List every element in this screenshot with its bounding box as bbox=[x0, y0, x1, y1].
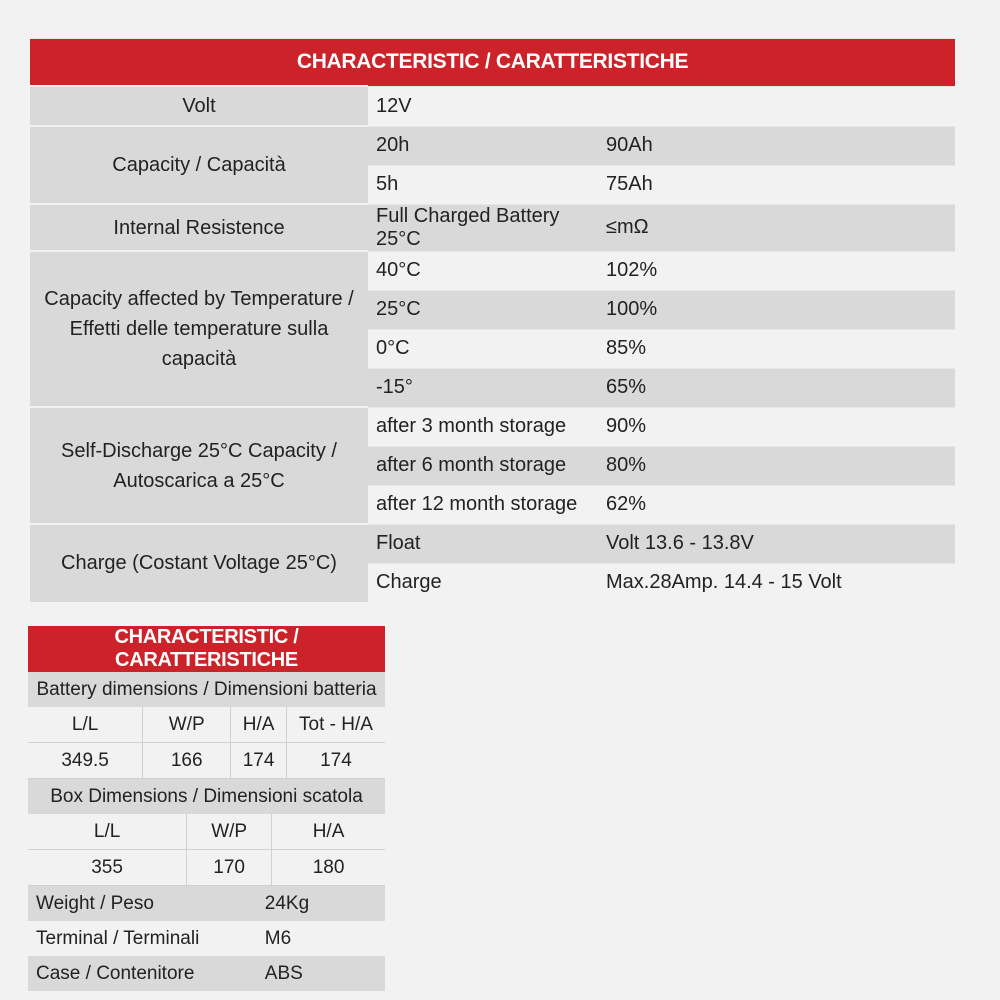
table-row bbox=[30, 204, 955, 251]
table-row bbox=[30, 251, 955, 290]
terminal-value: M6 bbox=[257, 921, 385, 956]
capacity-label: Capacity / Capacità bbox=[30, 126, 368, 204]
charge-value: Max.28Amp. 14.4 - 15 Volt bbox=[598, 563, 955, 602]
box-length-value: 355 bbox=[28, 850, 187, 886]
self-discharge-value: 80% bbox=[598, 446, 955, 485]
temperature-value: 102% bbox=[598, 251, 955, 290]
case-value: ABS bbox=[257, 956, 385, 991]
charge-key: Charge bbox=[368, 563, 598, 602]
temperature-key: -15° bbox=[368, 368, 598, 407]
volt-label: Volt bbox=[30, 86, 368, 126]
temperature-label bbox=[30, 251, 368, 407]
box-width-value: 170 bbox=[187, 850, 272, 886]
self-discharge-label bbox=[30, 407, 368, 524]
battery-length-value: 349.5 bbox=[28, 743, 143, 779]
battery-header-total-height: Tot - H/A bbox=[286, 707, 385, 743]
charge-label: Charge (Costant Voltage 25°C) bbox=[30, 524, 368, 602]
capacity-key: 5h bbox=[368, 165, 598, 204]
box-height-value: 180 bbox=[272, 850, 385, 886]
battery-height-value: 174 bbox=[231, 743, 287, 779]
table-row bbox=[30, 524, 955, 563]
temperature-key: 25°C bbox=[368, 290, 598, 329]
battery-width-value: 166 bbox=[143, 743, 231, 779]
self-discharge-key: after 6 month storage bbox=[368, 446, 598, 485]
internal-resistance-value: ≤mΩ bbox=[598, 204, 955, 251]
temperature-label-line1: Capacity affected by Temperature / bbox=[44, 288, 354, 310]
temperature-key: 40°C bbox=[368, 251, 598, 290]
temperature-label-line2: Effetti delle temperature sulla capacità bbox=[69, 318, 329, 370]
charge-value: Volt 13.6 - 13.8V bbox=[598, 524, 955, 563]
box-header-height: H/A bbox=[272, 814, 385, 850]
dimensions-table-title: CHARACTERISTIC / CARATTERISTICHE bbox=[28, 626, 385, 672]
capacity-value: 90Ah bbox=[598, 126, 955, 165]
table-title: CHARACTERISTIC / CARATTERISTICHE bbox=[30, 39, 955, 87]
box-header-length: L/L bbox=[28, 814, 187, 850]
weight-label: Weight / Peso bbox=[28, 886, 257, 922]
self-discharge-key: after 12 month storage bbox=[368, 485, 598, 524]
battery-header-length: L/L bbox=[28, 707, 143, 743]
characteristics-table bbox=[30, 38, 955, 602]
case-label: Case / Contenitore bbox=[28, 956, 257, 991]
self-discharge-key: after 3 month storage bbox=[368, 407, 598, 446]
battery-header-width: W/P bbox=[143, 707, 231, 743]
self-discharge-label-line1: Self-Discharge 25°C Capacity / bbox=[61, 439, 337, 462]
dimensions-table bbox=[28, 626, 385, 991]
internal-resistance-key: Full Charged Battery 25°C bbox=[368, 204, 598, 251]
weight-value: 24Kg bbox=[257, 886, 385, 922]
table-row bbox=[30, 86, 955, 126]
battery-dimensions-label: Battery dimensions / Dimensioni batteria bbox=[28, 672, 385, 707]
temperature-value: 100% bbox=[598, 290, 955, 329]
volt-value: 12V bbox=[368, 86, 955, 126]
temperature-value: 85% bbox=[598, 329, 955, 368]
internal-resistance-label: Internal Resistence bbox=[30, 204, 368, 251]
box-header-width: W/P bbox=[187, 814, 272, 850]
capacity-key: 20h bbox=[368, 126, 598, 165]
box-dimensions-label: Box Dimensions / Dimensioni scatola bbox=[28, 779, 385, 815]
terminal-label: Terminal / Terminali bbox=[28, 921, 257, 956]
charge-key: Float bbox=[368, 524, 598, 563]
table-row bbox=[30, 407, 955, 446]
self-discharge-value: 62% bbox=[598, 485, 955, 524]
temperature-value: 65% bbox=[598, 368, 955, 407]
self-discharge-value: 90% bbox=[598, 407, 955, 446]
battery-total-height-value: 174 bbox=[286, 743, 385, 779]
table-row bbox=[30, 126, 955, 165]
battery-header-height: H/A bbox=[231, 707, 287, 743]
self-discharge-label-line2: Autoscarica a 25°C bbox=[113, 469, 285, 492]
temperature-key: 0°C bbox=[368, 329, 598, 368]
capacity-value: 75Ah bbox=[598, 165, 955, 204]
